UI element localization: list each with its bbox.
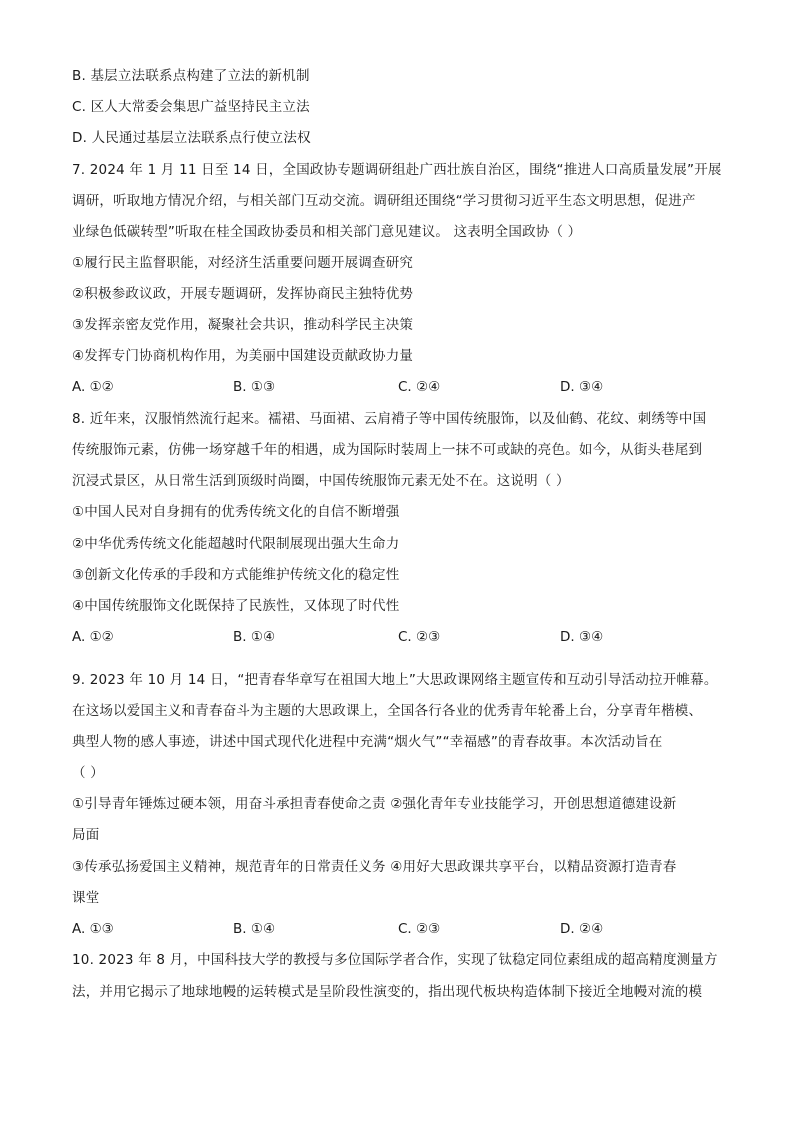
q7-stem-line-3: 业绿色低碳转型”听取在桂全国政协委员和相关部门意见建议。 这表明全国政协（ ） — [72, 224, 582, 240]
q6-option-b: B. 基层立法联系点构建了立法的新机制 — [72, 68, 310, 84]
q9-option-a: A. ①③ — [72, 921, 114, 937]
q7-option-b: B. ①③ — [233, 379, 276, 395]
q6-option-c: C. 区人大常委会集思广益坚持民主立法 — [72, 99, 310, 115]
q9-stem-line-4: （ ） — [72, 765, 104, 781]
q9-statements-1-2-cont: 局面 — [72, 827, 100, 843]
q9-statements-3-4: ③传承弘扬爱国主义精神，规范青年的日常责任义务 ④用好大思政课共享平台，以精品资源打造青春 — [72, 859, 677, 875]
q9-stem-line-3: 典型人物的感人事迹，讲述中国式现代化进程中充满“烟火气”“幸福感”的青春故事。本次活动旨在 — [72, 734, 663, 750]
q8-options — [72, 627, 724, 647]
q9-stem-line-2: 在这场以爱国主义和青春奋斗为主题的大思政课上，全国各行各业的优秀青年轮番上台，分享青年楷模、 — [72, 703, 703, 719]
q10-stem-line-2: 法，并用它揭示了地球地幔的运转模式是呈阶段性演变的，指出现代板块构造体制下接近全地幔对流的模 — [72, 984, 703, 1000]
q7-options — [72, 377, 724, 397]
q9-options — [72, 919, 724, 939]
q9-option-c: C. ②③ — [398, 921, 441, 937]
q10-stem-line-1: 10. 2023 年 8 月，中国科技大学的教授与多位国际学者合作，实现了钛稳定同位素组成的超高精度测量方 — [72, 952, 718, 968]
q9-stem-line-1: 9. 2023 年 10 月 14 日，“把青春华章写在祖国大地上”大思政课网络主题宣传和互动引导活动拉开帷幕。 — [72, 672, 718, 688]
q9-option-b: B. ①④ — [233, 921, 276, 937]
q7-statement-1: ①履行民主监督职能，对经济生活重要问题开展调查研究 — [72, 255, 414, 271]
q8-option-a: A. ①② — [72, 629, 114, 645]
q8-statement-1: ①中国人民对自身拥有的优秀传统文化的自信不断增强 — [72, 504, 400, 520]
q8-statement-3: ③创新文化传承的手段和方式能维护传统文化的稳定性 — [72, 567, 400, 583]
q9-statements-1-2: ①引导青年锤炼过硬本领，用奋斗承担青春使命之责 ②强化青年专业技能学习，开创思想道德建设新 — [72, 796, 677, 812]
q8-statement-2: ②中华优秀传统文化能超越时代限制展现出强大生命力 — [72, 536, 400, 552]
q7-option-d: D. ③④ — [560, 379, 604, 395]
q7-statement-4: ④发挥专门协商机构作用，为美丽中国建设贡献政协力量 — [72, 348, 414, 364]
q7-statement-3: ③发挥亲密友党作用，凝聚社会共识，推动科学民主决策 — [72, 317, 414, 333]
q8-stem-line-1: 8. 近年来，汉服悄然流行起来。襦裙、马面裙、云肩褙子等中国传统服饰，以及仙鹤、花纹、刺绣等中国 — [72, 411, 707, 427]
q8-option-c: C. ②③ — [398, 629, 441, 645]
q7-stem-line-1: 7. 2024 年 1 月 11 日至 14 日，全国政协专题调研组赴广西壮族自治区，围绕“推进人口高质量发展”开展 — [72, 162, 722, 178]
q9-statements-3-4-cont: 课堂 — [72, 890, 100, 906]
q7-option-c: C. ②④ — [398, 379, 441, 395]
q8-stem-line-2: 传统服饰元素，仿佛一场穿越千年的相遇，成为国际时装周上一抹不可或缺的亮色。如今，从街头巷尾到 — [72, 442, 703, 458]
q8-stem-line-3: 沉浸式景区，从日常生活到顶级时尚圈，中国传统服饰元素无处不在。这说明（ ） — [72, 473, 570, 489]
q8-statement-4: ④中国传统服饰文化既保持了民族性，又体现了时代性 — [72, 598, 400, 614]
q7-option-a: A. ①② — [72, 379, 114, 395]
q8-option-d: D. ③④ — [560, 629, 604, 645]
q9-option-d: D. ②④ — [560, 921, 604, 937]
q7-stem-line-2: 调研，听取地方情况介绍，与相关部门互动交流。调研组还围绕“学习贯彻习近平生态文明思想，促进产 — [72, 193, 696, 209]
q7-statement-2: ②积极参政议政，开展专题调研，发挥协商民主独特优势 — [72, 286, 414, 302]
q8-option-b: B. ①④ — [233, 629, 276, 645]
q6-option-d: D. 人民通过基层立法联系点行使立法权 — [72, 130, 311, 146]
